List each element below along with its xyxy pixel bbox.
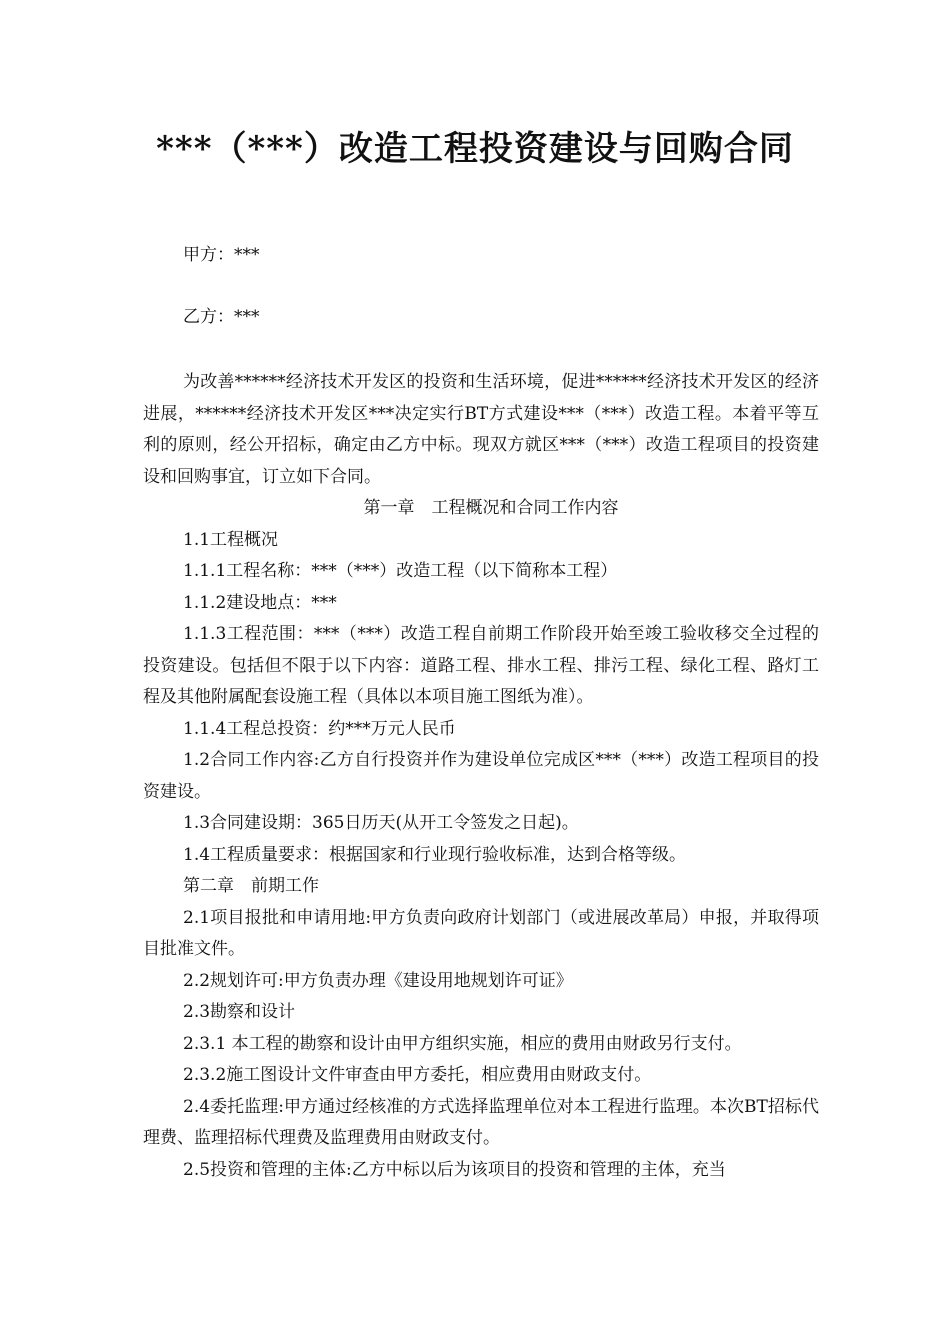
section-2-3: 2.3勘察和设计 <box>183 1002 296 1022</box>
section-2-3-2: 2.3.2施工图设计文件审查由甲方委托，相应费用由财政支付。 <box>183 1065 652 1085</box>
document-body <box>143 367 819 1186</box>
section-2-4: 2.4委托监理:甲方通过经核准的方式选择监理单位对本工程进行监理。本次BT招标代理费、监理招标代理费及监理费用由财政支付。 <box>143 1096 819 1148</box>
section-1-1-3: 1.1.3工程范围：***（***）改造工程自前期工作阶段开始至竣工验收移交全过程的投资建设。包括但不限于以下内容：道路工程、排水工程、排污工程、绿化工程、路灯工程及其他附属配套设施工程（具体以本项目施工图纸为准）。 <box>143 624 819 707</box>
section-1-1-4: 1.1.4工程总投资：约***万元人民币 <box>183 718 456 739</box>
section-1-4: 1.4工程质量要求：根据国家和行业现行验收标准，达到合格等级。 <box>183 844 687 865</box>
section-1-2: 1.2合同工作内容:乙方自行投资并作为建设单位完成区***（***）改造工程项目的投资建设。 <box>143 750 819 802</box>
section-2-3-1: 2.3.1 本工程的勘察和设计由甲方组织实施，相应的费用由财政另行支付。 <box>183 1033 742 1054</box>
section-2-1: 2.1项目报批和申请用地:甲方负责向政府计划部门（或进展改革局）申报，并取得项目批准文件。 <box>143 907 819 959</box>
document-title: ***（***）改造工程投资建设与回购合同 <box>156 129 794 169</box>
section-2-5: 2.5投资和管理的主体:乙方中标以后为该项目的投资和管理的主体，充当 <box>183 1159 726 1180</box>
party-a: 甲方：*** <box>183 245 260 265</box>
section-1-1: 1.1工程概况 <box>183 529 279 550</box>
section-1-1-2: 1.1.2建设地点：*** <box>183 592 337 613</box>
chapter-2-heading: 第二章 前期工作 <box>183 876 319 896</box>
section-1-1-1: 1.1.1工程名称：***（***）改造工程（以下简称本工程） <box>183 561 618 581</box>
chapter-1-heading: 第一章 工程概况和合同工作内容 <box>363 498 619 518</box>
party-b: 乙方：*** <box>183 307 260 327</box>
section-1-3: 1.3合同建设期：365日历天(从开工令签发之日起)。 <box>183 813 579 833</box>
section-2-2: 2.2规划许可:甲方负责办理《建设用地规划许可证》 <box>183 970 573 991</box>
preamble-paragraph: 为改善******经济技术开发区的投资和生活环境，促进******经济技术开发区的经济进展，******经济技术开发区***决定实行BT方式建设***（***）改造工程。本着平等互利的原则，经公开招标，确定由乙方中标。现双方就区***（***）改造工程项目的投资建设和回购事宜，订立如下合同。 <box>143 372 819 487</box>
